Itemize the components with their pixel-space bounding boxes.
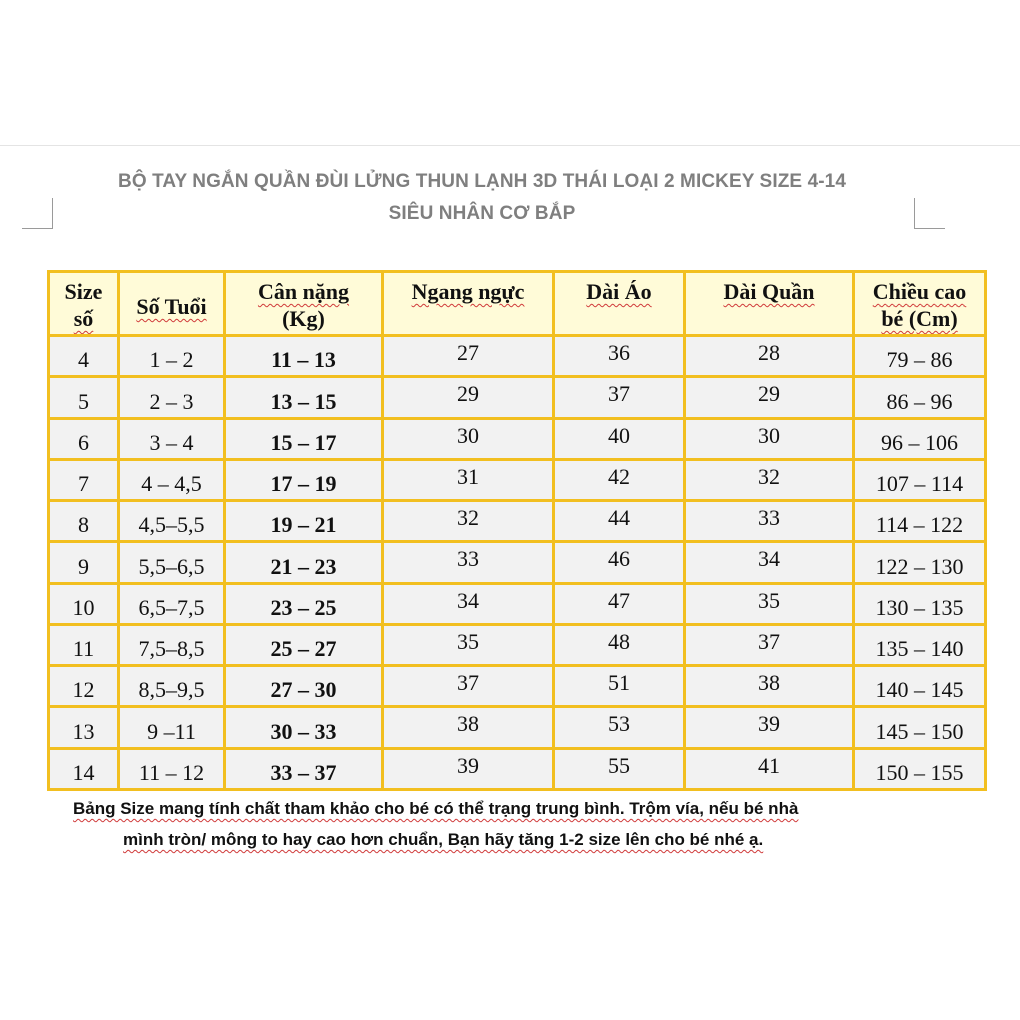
title-line-2: SIÊU NHÂN CƠ BẮP <box>388 203 576 224</box>
header-shirt-length-label: Dài Áo <box>586 279 652 304</box>
cell-weight: 13 – 15 <box>225 377 383 418</box>
cell-height: 86 – 96 <box>854 377 986 418</box>
cell-chest: 37 <box>383 666 554 707</box>
cell-age: 7,5–8,5 <box>119 624 225 665</box>
cell-chest: 30 <box>383 418 554 459</box>
header-size-line2: số <box>73 306 94 331</box>
cell-shirt-length: 51 <box>554 666 685 707</box>
table-row <box>49 748 986 789</box>
table-row <box>49 707 986 748</box>
header-weight <box>225 272 383 336</box>
cell-chest: 29 <box>383 377 554 418</box>
cell-pants-length: 28 <box>685 336 854 377</box>
cell-weight: 30 – 33 <box>225 707 383 748</box>
cell-pants-length: 29 <box>685 377 854 418</box>
cell-weight: 33 – 37 <box>225 748 383 789</box>
cell-height: 96 – 106 <box>854 418 986 459</box>
cell-shirt-length: 55 <box>554 748 685 789</box>
header-weight-line2: (Kg) <box>282 306 325 331</box>
header-age <box>119 272 225 336</box>
cell-pants-length: 41 <box>685 748 854 789</box>
cell-shirt-length: 44 <box>554 501 685 542</box>
cell-height: 145 – 150 <box>854 707 986 748</box>
cell-size: 8 <box>49 501 119 542</box>
cell-height: 135 – 140 <box>854 624 986 665</box>
table-row <box>49 418 986 459</box>
cell-size: 10 <box>49 583 119 624</box>
header-pants-length-label: Dài Quần <box>723 279 815 304</box>
header-weight-line1: Cân nặng <box>257 279 350 304</box>
table-row <box>49 542 986 583</box>
size-note <box>40 793 940 855</box>
cell-size: 12 <box>49 666 119 707</box>
cell-shirt-length: 37 <box>554 377 685 418</box>
cell-age: 2 – 3 <box>119 377 225 418</box>
cell-pants-length: 35 <box>685 583 854 624</box>
size-chart-table <box>47 270 987 791</box>
cell-weight: 27 – 30 <box>225 666 383 707</box>
header-pants-length <box>685 272 854 336</box>
cell-weight: 23 – 25 <box>225 583 383 624</box>
cell-weight: 25 – 27 <box>225 624 383 665</box>
cell-pants-length: 33 <box>685 501 854 542</box>
cell-pants-length: 30 <box>685 418 854 459</box>
cell-age: 6,5–7,5 <box>119 583 225 624</box>
cell-size: 13 <box>49 707 119 748</box>
cell-weight: 21 – 23 <box>225 542 383 583</box>
cell-shirt-length: 46 <box>554 542 685 583</box>
header-size-line1: Size <box>64 279 103 304</box>
cell-shirt-length: 42 <box>554 459 685 500</box>
cell-chest: 34 <box>383 583 554 624</box>
cell-height: 114 – 122 <box>854 501 986 542</box>
cell-height: 140 – 145 <box>854 666 986 707</box>
note-line-2: mình tròn/ mông to hay cao hơn chuẩn, Bạn hãy tăng 1-2 size lên cho bé nhé ạ. <box>123 830 764 849</box>
cell-height: 79 – 86 <box>854 336 986 377</box>
header-shirt-length <box>554 272 685 336</box>
cell-size: 5 <box>49 377 119 418</box>
cell-shirt-length: 36 <box>554 336 685 377</box>
header-height-line2: bé (Cm) <box>881 306 958 331</box>
header-chest <box>383 272 554 336</box>
cell-chest: 31 <box>383 459 554 500</box>
cell-chest: 33 <box>383 542 554 583</box>
cell-age: 4,5–5,5 <box>119 501 225 542</box>
cell-pants-length: 34 <box>685 542 854 583</box>
cell-age: 9 –11 <box>119 707 225 748</box>
header-height <box>854 272 986 336</box>
cell-pants-length: 32 <box>685 459 854 500</box>
cell-size: 4 <box>49 336 119 377</box>
header-height-line1: Chiều cao <box>872 279 967 304</box>
table-row <box>49 377 986 418</box>
header-chest-label: Ngang ngực <box>411 279 525 304</box>
table-row <box>49 336 986 377</box>
cell-pants-length: 37 <box>685 624 854 665</box>
cell-weight: 19 – 21 <box>225 501 383 542</box>
cell-height: 107 – 114 <box>854 459 986 500</box>
cell-size: 14 <box>49 748 119 789</box>
cell-age: 8,5–9,5 <box>119 666 225 707</box>
cell-size: 6 <box>49 418 119 459</box>
cell-chest: 38 <box>383 707 554 748</box>
cell-weight: 15 – 17 <box>225 418 383 459</box>
cell-age: 3 – 4 <box>119 418 225 459</box>
cell-chest: 27 <box>383 336 554 377</box>
cell-shirt-length: 53 <box>554 707 685 748</box>
cell-chest: 39 <box>383 748 554 789</box>
table-header-row <box>49 272 986 336</box>
title-line-1: BỘ TAY NGẮN QUẦN ĐÙI LỬNG THUN LẠNH 3D THÁI LOẠI 2 MICKEY SIZE 4-14 <box>118 171 846 192</box>
note-line-1: Bảng Size mang tính chất tham khảo cho bé có thể trạng trung bình. Trộm vía, nếu bé nhà <box>73 799 799 818</box>
cell-age: 5,5–6,5 <box>119 542 225 583</box>
page-title <box>40 166 924 230</box>
cell-size: 9 <box>49 542 119 583</box>
cell-weight: 11 – 13 <box>225 336 383 377</box>
header-age-label: Số Tuổi <box>136 294 207 319</box>
cell-chest: 35 <box>383 624 554 665</box>
table-row <box>49 501 986 542</box>
cell-size: 11 <box>49 624 119 665</box>
cell-age: 11 – 12 <box>119 748 225 789</box>
table-row <box>49 624 986 665</box>
cell-size: 7 <box>49 459 119 500</box>
cell-age: 4 – 4,5 <box>119 459 225 500</box>
cell-height: 130 – 135 <box>854 583 986 624</box>
cell-shirt-length: 47 <box>554 583 685 624</box>
cell-age: 1 – 2 <box>119 336 225 377</box>
cell-shirt-length: 40 <box>554 418 685 459</box>
cell-pants-length: 39 <box>685 707 854 748</box>
cell-height: 150 – 155 <box>854 748 986 789</box>
page-top-edge <box>0 145 1020 146</box>
table-row <box>49 459 986 500</box>
table-row <box>49 583 986 624</box>
header-size <box>49 272 119 336</box>
cell-weight: 17 – 19 <box>225 459 383 500</box>
cell-shirt-length: 48 <box>554 624 685 665</box>
table-row <box>49 666 986 707</box>
cell-chest: 32 <box>383 501 554 542</box>
cell-height: 122 – 130 <box>854 542 986 583</box>
cell-pants-length: 38 <box>685 666 854 707</box>
